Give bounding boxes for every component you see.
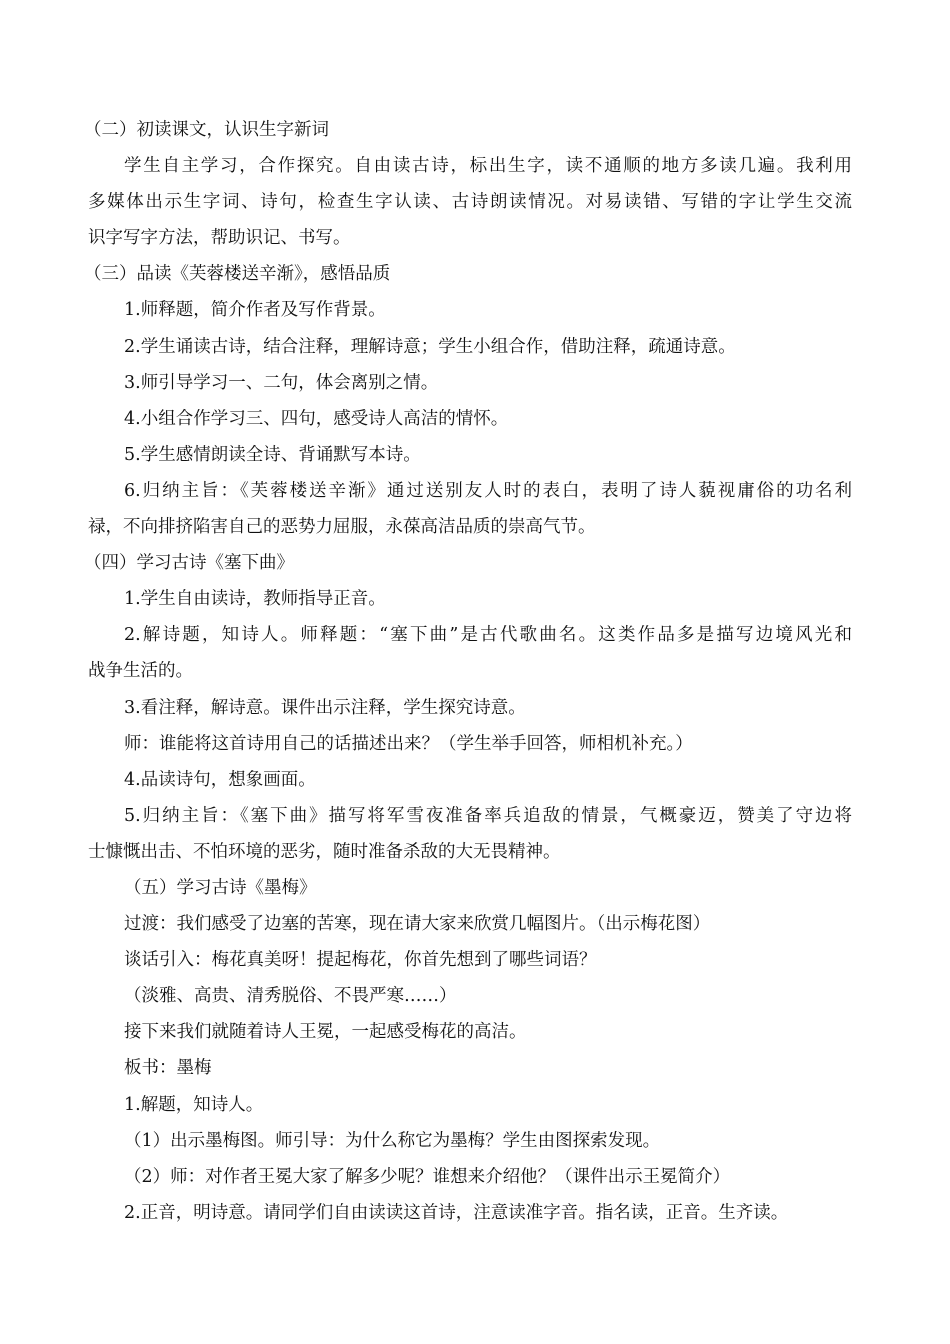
list-item: 4.小组合作学习三、四句，感受诗人高洁的情怀。 [124,408,509,429]
list-item: 3.看注释，解诗意。课件出示注释，学生探究诗意。 [124,697,526,718]
list-item: 3.师引导学习一、二句，体会离别之情。 [124,372,439,393]
list-item: 1.解题，知诗人。 [124,1094,264,1115]
document-page [84,112,852,1231]
section-heading: （三）品读《芙蓉楼送辛渐》，感悟品质 [84,264,391,285]
paragraph-line: （淡雅、高贵、清秀脱俗、不畏严寒……） [124,986,457,1007]
list-item-continued: 禄，不向排挤陷害自己的恶势力屈服，永葆高洁品质的崇高气节。 [88,517,596,538]
list-item: 5.归纳主旨：《塞下曲》描写将军雪夜准备率兵追敌的情景，气概豪迈，赞美了守边将 [124,805,852,826]
section-heading: （五）学习古诗《墨梅》 [124,877,317,898]
section-heading: （二）初读课文，认识生字新词 [84,120,329,140]
list-item: 2.解诗题，知诗人。师释题：“塞下曲”是古代歌曲名。这类作品多是描写边境风光和 [124,625,852,646]
sub-list-item: （2）师：对作者王冕大家了解多少呢？谁想来介绍他？（课件出示王冕简介） [124,1166,731,1187]
sub-list-item: （1）出示墨梅图。师引导：为什么称它为墨梅？学生由图探索发现。 [124,1130,661,1151]
paragraph-line: 师：谁能将这首诗用自己的话描述出来？（学生举手回答，师相机补充。） [124,733,693,754]
paragraph-line: 过渡：我们感受了边塞的苦寒，现在请大家来欣赏几幅图片。（出示梅花图） [124,914,711,935]
list-item: 1.师释题，简介作者及写作背景。 [124,300,386,321]
list-item: 2.正音，明诗意。请同学们自由读读这首诗，注意读准字音。指名读，正音。生齐读。 [124,1202,789,1223]
paragraph-line: 多媒体出示生字词、诗句，检查生字认读、古诗朗读情况。对易读错、写错的字让学生交流 [88,192,852,213]
list-item-continued: 战争生活的。 [88,661,193,682]
list-item: 1.学生自由读诗，教师指导正音。 [124,589,386,610]
paragraph-line: 学生自主学习，合作探究。自由读古诗，标出生字，读不通顺的地方多读几遍。我利用 [124,156,852,177]
paragraph-line: 板书：墨梅 [124,1058,212,1079]
paragraph-line: 识字写字方法，帮助识记、书写。 [88,228,351,249]
list-item: 6.归纳主旨：《芙蓉楼送辛渐》通过送别友人时的表白，表明了诗人藐视庸俗的功名利 [124,480,852,501]
section-heading: （四）学习古诗《塞下曲》 [84,553,294,574]
list-item: 5.学生感情朗读全诗、背诵默写本诗。 [124,444,421,465]
paragraph-line: 接下来我们就随着诗人王冕，一起感受梅花的高洁。 [124,1022,527,1043]
list-item: 4.品读诗句，想象画面。 [124,769,316,790]
paragraph-line: 谈话引入：梅花真美呀！提起梅花，你首先想到了哪些词语？ [124,950,597,971]
list-item-continued: 士慷慨出击、不怕环境的恶劣，随时准备杀敌的大无畏精神。 [88,841,561,862]
list-item: 2.学生诵读古诗，结合注释，理解诗意；学生小组合作，借助注释，疏通诗意。 [124,336,736,357]
